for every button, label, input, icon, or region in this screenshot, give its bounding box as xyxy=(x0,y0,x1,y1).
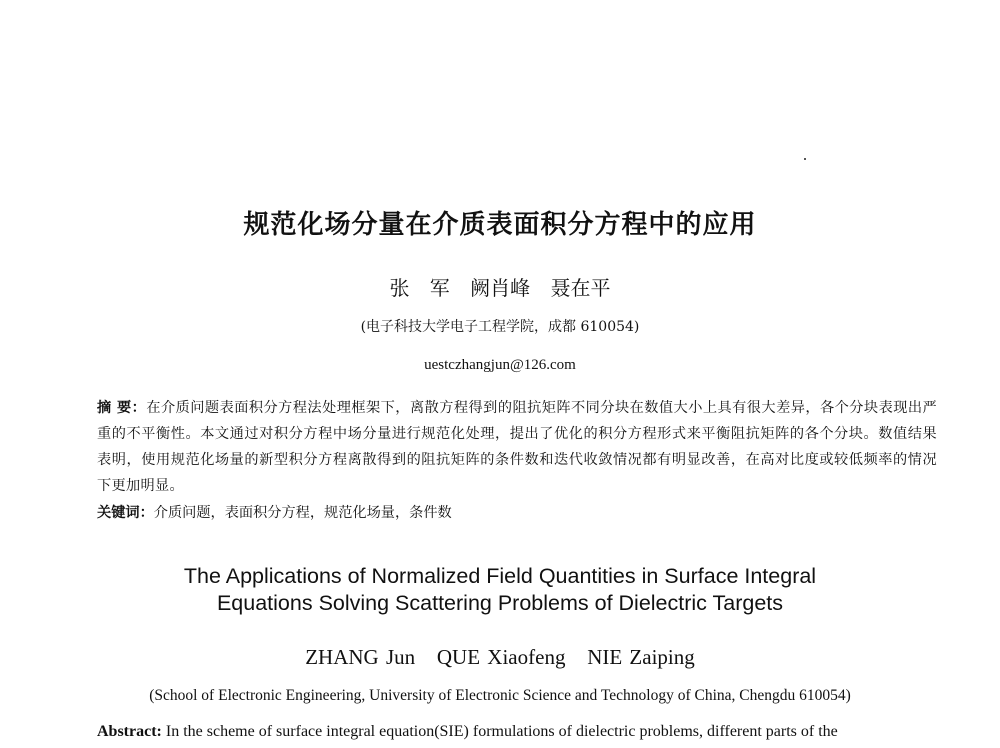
scan-speck xyxy=(804,158,806,160)
chinese-abstract-text: 在介质问题表面积分方程法处理框架下，离散方程得到的阻抗矩阵不同分块在数值大小上具有很大差异，各个分块表现出严重的不平衡性。本文通过对积分方程中场分量进行规范化处理，提出了优化的积分方程形式来平衡阻抗矩阵的各个分块。数值结果表明，使用规范化场量的新型积分方程离散得到的阻抗矩阵的条件数和迭代收敛情况都有明显改善，在高对比度或较低频率的情况下更加明显。 xyxy=(97,400,937,494)
english-authors: ZHANG Jun QUE Xiaofeng NIE Zaiping xyxy=(305,645,695,669)
chinese-keywords xyxy=(97,500,937,526)
english-abstract-label: Abstract: xyxy=(97,723,162,740)
english-abstract-text: In the scheme of surface integral equation(SIE) formulations of dielectric problems, different parts of the xyxy=(161,723,838,740)
chinese-authors: 张 军 阙肖峰 聂在平 xyxy=(389,276,611,300)
chinese-abstract xyxy=(97,395,937,499)
chinese-abstract-label: 摘 要： xyxy=(97,400,147,416)
english-title-line-1: The Applications of Normalized Field Quantities in Surface Integral xyxy=(183,564,817,588)
chinese-keywords-text: 介质问题，表面积分方程，规范化场量，条件数 xyxy=(153,505,452,521)
english-abstract xyxy=(97,723,947,741)
chinese-keywords-label: 关键词： xyxy=(97,505,154,521)
author-email: uestczhangjun@126.com xyxy=(424,357,576,373)
english-affiliation: (School of Electronic Engineering, University of Electronic Science and Technology of China, Chengdu 610054) xyxy=(149,687,851,704)
chinese-title: 规范化场分量在介质表面积分方程中的应用 xyxy=(243,210,757,240)
english-title-line-2: Equations Solving Scattering Problems of Dielectric Targets xyxy=(216,591,784,615)
english-title xyxy=(0,563,1000,617)
chinese-affiliation: (电子科技大学电子工程学院，成都 610054) xyxy=(360,319,640,335)
